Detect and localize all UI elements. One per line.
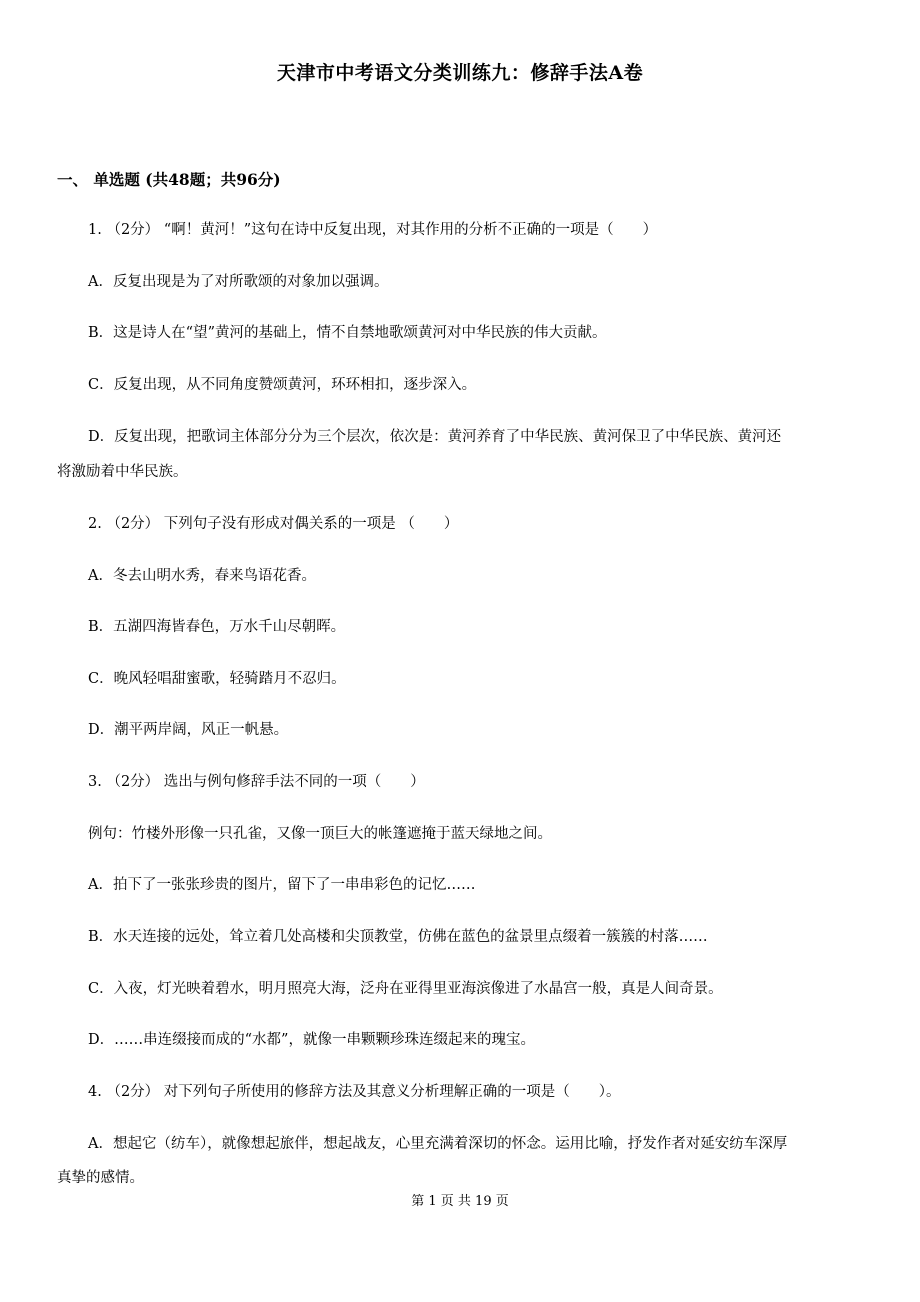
question-4-option-a: A．想起它（纺车），就像想起旅伴，想起战友，心里充满着深切的怀念。运用比喻，抒发作者对延安纺车深厚 — [88, 1136, 788, 1152]
page-footer: 第 1 页 共 19 页 — [411, 1194, 509, 1209]
question-2-option-b: B．五湖四海皆春色，万水千山尽朝晖。 — [88, 619, 346, 635]
question-2-option-a: A．冬去山明水秀，春来鸟语花香。 — [88, 568, 316, 584]
question-3-option-b: B．水天连接的远处，耸立着几处高楼和尖顶教堂，仿佛在蓝色的盆景里点缀着一簇簇的村落…… — [88, 929, 708, 945]
question-3-stem: 3. （2分） 选出与例句修辞手法不同的一项（ ） — [88, 774, 425, 790]
question-2-stem: 2. （2分） 下列句子没有形成对偶关系的一项是 （ ） — [88, 516, 459, 532]
question-1-option-c: C．反复出现，从不同角度赞颂黄河，环环相扣，逐步深入。 — [88, 377, 477, 393]
question-3-example: 例句：竹楼外形像一只孔雀，又像一顶巨大的帐篷遮掩于蓝天绿地之间。 — [88, 826, 552, 842]
question-4-option-a-continued: 真挚的感情。 — [57, 1170, 144, 1186]
section-heading: 一、 单选题 (共48题；共96分) — [57, 170, 281, 189]
question-4-stem: 4. （2分） 对下列句子所使用的修辞方法及其意义分析理解正确的一项是（ ）。 — [88, 1084, 621, 1100]
question-2-option-d: D．潮平两岸阔，风正一帆悬。 — [88, 722, 289, 738]
question-1-option-d-continued: 将激励着中华民族。 — [57, 464, 188, 480]
question-3-option-a: A．拍下了一张张珍贵的图片，留下了一串串彩色的记忆…… — [88, 877, 476, 893]
question-3-option-c: C．入夜，灯光映着碧水，明月照亮大海，泛舟在亚得里亚海滨像进了水晶宫一般，真是人间奇景。 — [88, 981, 723, 997]
question-1-option-d: D．反复出现，把歌词主体部分分为三个层次，依次是：黄河养育了中华民族、黄河保卫了中华民族、黄河还 — [88, 429, 782, 445]
question-1-option-b: B．这是诗人在“望”黄河的基础上，情不自禁地歌颂黄河对中华民族的伟大贡献。 — [88, 325, 607, 341]
question-1-stem: 1. （2分） “啊！黄河！”这句在诗中反复出现，对其作用的分析不正确的一项是（ ） — [88, 222, 658, 238]
question-3-option-d: D．……串连缀接而成的“水都”，就像一串颗颗珍珠连缀起来的瑰宝。 — [88, 1032, 535, 1048]
document-title: 天津市中考语文分类训练九：修辞手法A卷 — [276, 62, 644, 84]
question-1-option-a: A．反复出现是为了对所歌颂的对象加以强调。 — [88, 274, 389, 290]
question-2-option-c: C．晚风轻唱甜蜜歌，轻骑踏月不忍归。 — [88, 671, 346, 687]
